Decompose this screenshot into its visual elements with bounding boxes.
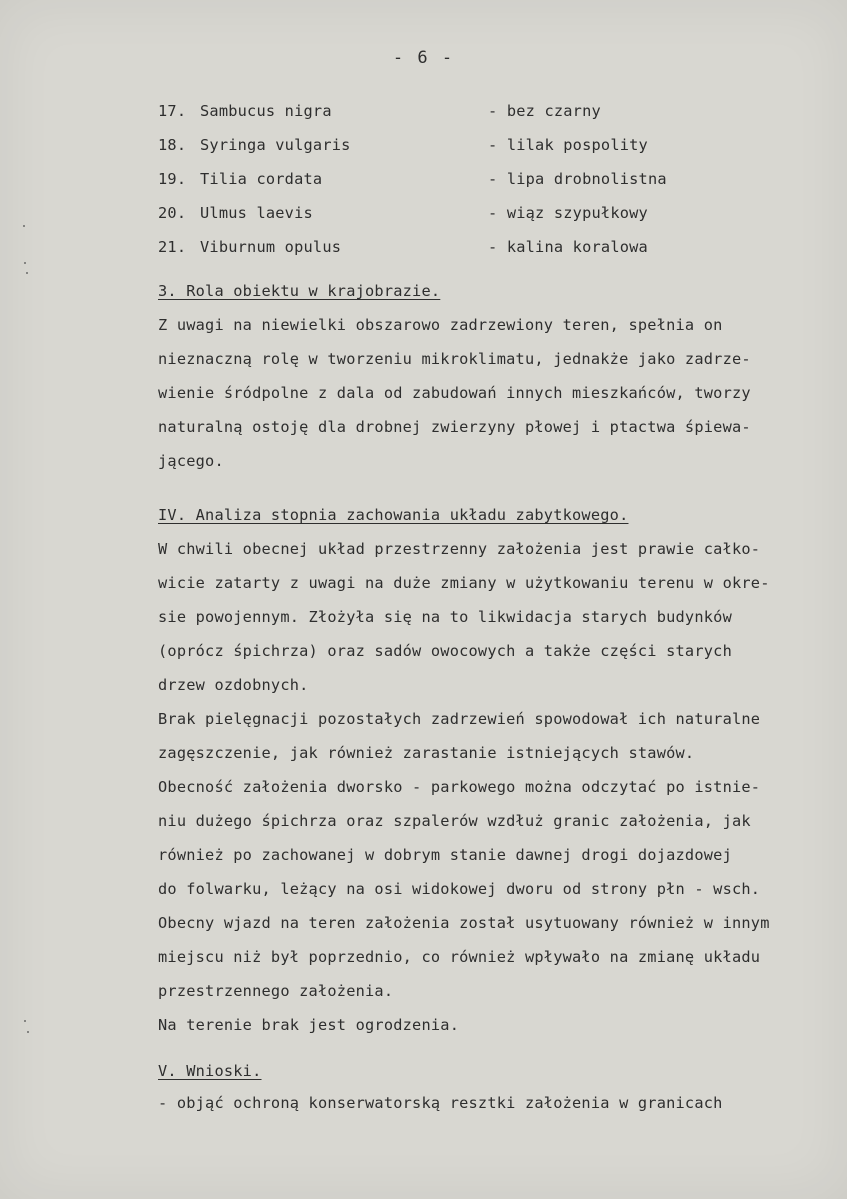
page-number: - 6 - <box>392 48 455 68</box>
paragraph-line: sie powojennym. Złożyła się na to likwidacja starych budynków <box>158 608 732 626</box>
section-heading: V. Wnioski. <box>158 1062 262 1080</box>
paragraph-line: nieznaczną rolę w tworzeniu mikroklimatu, jednakże jako zadrze- <box>158 350 751 368</box>
paragraph-line: Na terenie brak jest ogrodzenia. <box>158 1016 460 1034</box>
scan-speck <box>23 225 25 227</box>
paragraph-line: niu dużego śpichrza oraz szpalerów wzdłuż granic założenia, jak <box>158 812 751 830</box>
paragraph-line: Brak pielęgnacji pozostałych zadrzewień spowodował ich naturalne <box>158 710 761 728</box>
paragraph-line: jącego. <box>158 452 224 470</box>
paragraph-line: drzew ozdobnych. <box>158 676 309 694</box>
paragraph-line: wienie śródpolne z dala od zabudowań innych mieszkańców, tworzy <box>158 384 751 402</box>
species-number: 19. <box>158 170 187 188</box>
species-polish-name: - kalina koralowa <box>488 238 648 256</box>
paragraph-line: Obecność założenia dworsko - parkowego można odczytać po istnie- <box>158 778 761 796</box>
section-heading: IV. Analiza stopnia zachowania układu zabytkowego. <box>158 506 629 524</box>
scan-speck <box>26 272 28 274</box>
species-latin-name: Tilia cordata <box>200 170 323 188</box>
paragraph-line: W chwili obecnej układ przestrzenny założenia jest prawie całko- <box>158 540 761 558</box>
paragraph-line: - objąć ochroną konserwatorską resztki założenia w granicach <box>158 1094 723 1112</box>
paragraph-line: (oprócz śpichrza) oraz sadów owocowych a także części starych <box>158 642 732 660</box>
paragraph-line: naturalną ostoję dla drobnej zwierzyny płowej i ptactwa śpiewa- <box>158 418 751 436</box>
scan-speck <box>24 262 26 264</box>
paragraph-line: również po zachowanej w dobrym stanie dawnej drogi dojazdowej <box>158 846 732 864</box>
species-latin-name: Viburnum opulus <box>200 238 342 256</box>
scan-speck <box>24 1020 26 1022</box>
section-heading: 3. Rola obiektu w krajobrazie. <box>158 282 441 300</box>
species-latin-name: Syringa vulgaris <box>200 136 351 154</box>
paragraph-line: miejscu niż był poprzednio, co również wpływało na zmianę układu <box>158 948 761 966</box>
species-polish-name: - lipa drobnolistna <box>488 170 667 188</box>
paragraph-line: Obecny wjazd na teren założenia został usytuowany również w innym <box>158 914 770 932</box>
species-latin-name: Sambucus nigra <box>200 102 332 120</box>
paragraph-line: do folwarku, leżący na osi widokowej dworu od strony płn - wsch. <box>158 880 761 898</box>
paragraph-line: przestrzennego założenia. <box>158 982 394 1000</box>
species-polish-name: - bez czarny <box>488 102 601 120</box>
species-latin-name: Ulmus laevis <box>200 204 313 222</box>
species-polish-name: - wiąz szypułkowy <box>488 204 648 222</box>
paragraph-line: zagęszczenie, jak również zarastanie istniejących stawów. <box>158 744 695 762</box>
species-number: 17. <box>158 102 187 120</box>
species-number: 21. <box>158 238 187 256</box>
species-number: 20. <box>158 204 187 222</box>
paragraph-line: wicie zatarty z uwagi na duże zmiany w użytkowaniu terenu w okre- <box>158 574 770 592</box>
paragraph-line: Z uwagi na niewielki obszarowo zadrzewiony teren, spełnia on <box>158 316 723 334</box>
species-polish-name: - lilak pospolity <box>488 136 648 154</box>
species-number: 18. <box>158 136 187 154</box>
scan-speck <box>27 1031 29 1033</box>
